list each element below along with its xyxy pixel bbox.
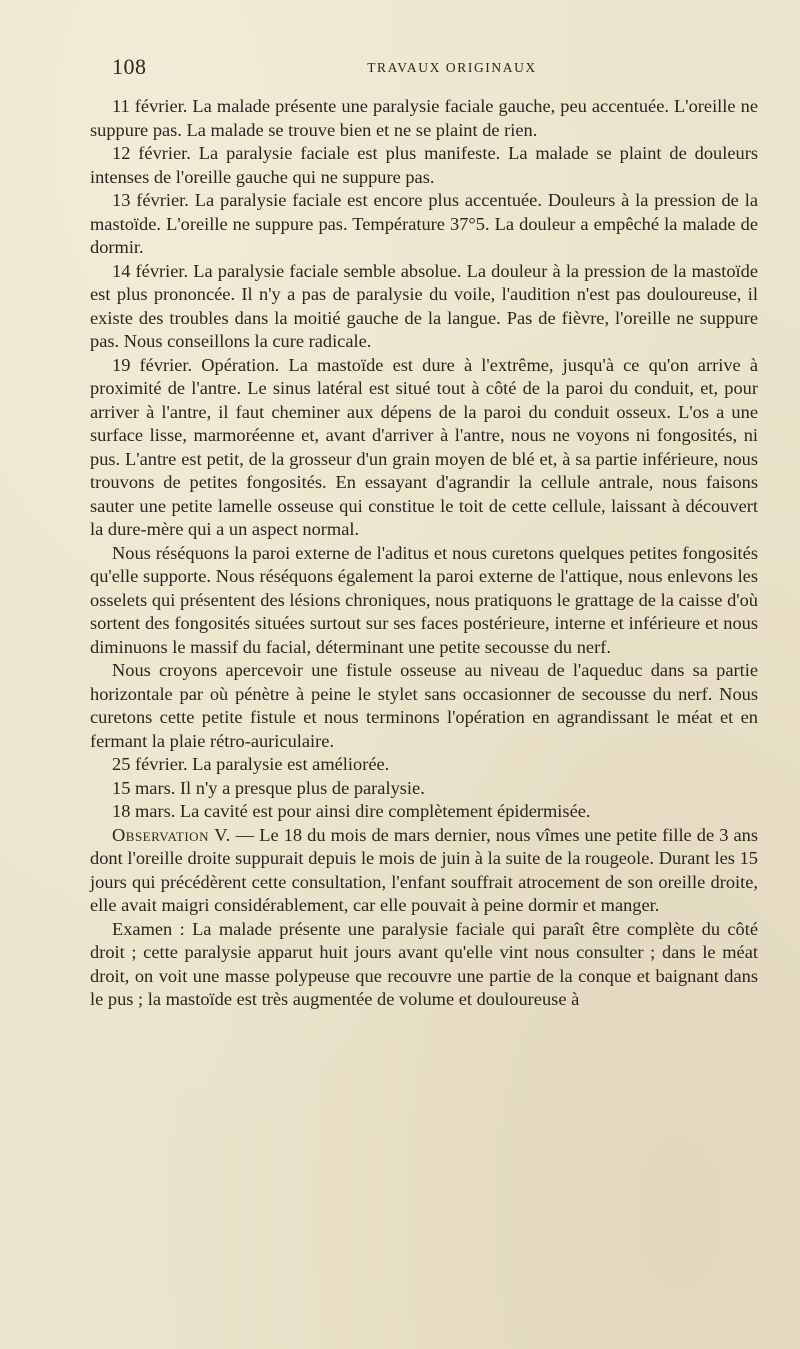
paragraph-12-fevrier: 12 février. La paralysie faciale est plus manifeste. La malade se plaint de douleurs intenses de l'oreille gauche qui ne suppure pas. [90, 143, 758, 187]
paragraph-15-mars: 15 mars. Il n'y a presque plus de paralysie. [112, 777, 425, 798]
page-number: 108 [112, 54, 147, 79]
paragraph-14-fevrier: 14 février. La paralysie faciale semble absolue. La douleur à la pression de la mastoïde est plus prononcée. Il n'y a pas de paralysie du voile, l'audition n'est pas douloureuse, il existe des troubles dans la moitié gauche de la langue. Pas de fièvre, l'oreille ne suppure pas. Nous conseillons la cure radicale. [90, 260, 758, 351]
paragraph-13-fevrier: 13 février. La paralysie faciale est encore plus accentuée. Douleurs à la pression de la mastoïde. L'oreille ne suppure pas. Température 37°5. La douleur a empêché la malade de dormir. [90, 190, 758, 257]
body-text [90, 95, 758, 1012]
observation-label: Observation V. [112, 824, 231, 845]
page-header [112, 54, 762, 82]
paragraph-25-fevrier: 25 février. La paralysie est améliorée. [112, 754, 390, 774]
paragraph-18-mars: 18 mars. La cavité est pour ainsi dire complètement épidermisée. [112, 801, 591, 821]
paragraph-11-fevrier: 11 février. La malade présente une paralysie faciale gauche, peu accentuée. L'oreille ne suppure pas. La malade se trouve bien et ne se plaint de rien. [90, 96, 758, 140]
paragraph-observation-v [90, 824, 758, 918]
paragraph-resection: Nous réséquons la paroi externe de l'aditus et nous curetons quelques petites fongosités qu'elle supporte. Nous réséquons également la paroi externe de l'attique, nous enlevons les osselets qui présentent des lésions chroniques, nous pratiquons le grattage de la caisse d'où sortent des fongosités situées surtout sur ses faces postérieure, interne et inférieure et nous diminuons le massif du facial, déterminant une petite secousse du nerf. [90, 542, 758, 657]
observation-text: — Le 18 du mois de mars dernier, nous vîmes une petite fille de 3 ans dont l'oreille droite suppurait depuis le mois de juin à la suite de la rougeole. Durant les 15 jours qui précédèrent cette consultation, l'enfant souffrait atrocement de son oreille droite, elle avait maigri considérablement, car elle pouvait à peine dormir et manger. [90, 824, 759, 915]
paragraph-examen: Examen : La malade présente une paralysie faciale qui paraît être complète du côté droit ; cette paralysie apparut huit jours avant qu'elle vint nous consulter ; dans le méat droit, on voit une masse polypeuse que recouvre une partie de la conque et baignant dans le pus ; la mastoïde est très augmentée de volume et douloureuse à [90, 918, 758, 1009]
paragraph-19-fevrier-operation: 19 février. Opération. La mastoïde est dure à l'extrême, jusqu'à ce qu'on arrive à proximité de l'antre. Le sinus latéral est situé tout à côté de la paroi du conduit, et, pour arriver à l'antre, il faut cheminer aux dépens de la paroi du conduit osseux. L'os a une surface lisse, marmoréenne et, avant d'arriver à l'antre, nous ne voyons ni fongosités, ni pus. L'antre est petit, de la grosseur d'un grain moyen de blé et, à sa partie inférieure, nous trouvons de petites fongosités. En essayant d'agrandir la cellule antrale, nous faisons sauter une petite lamelle osseuse qui constitue le toit de cette cellule, laissant à découvert la dure-mère qui a un aspect normal. [90, 354, 758, 539]
running-title: TRAVAUX ORIGINAUX [367, 60, 537, 75]
paragraph-fistule: Nous croyons apercevoir une fistule osseuse au niveau de l'aqueduc dans sa partie horizontale par où pénètre à peine le stylet sans occasionner de secousse du nerf. Nous curetons cette petite fistule et nous terminons l'opération en agrandissant le méat et en fermant la plaie rétro-auriculaire. [90, 660, 758, 751]
